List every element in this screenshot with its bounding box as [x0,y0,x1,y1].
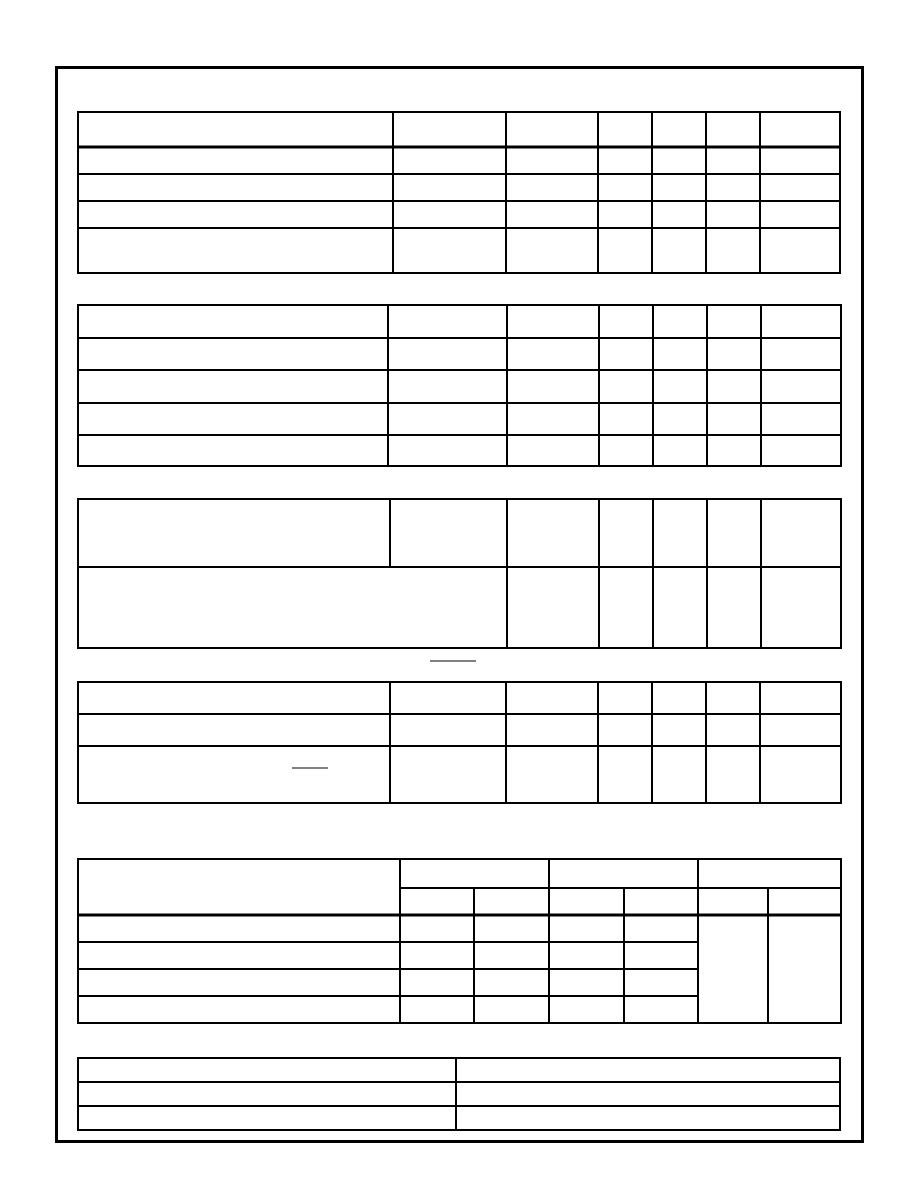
table-4 [77,682,842,803]
footer-left-line [74,1141,316,1143]
table-1 [77,112,841,273]
table-3 [77,499,842,648]
table-6 [77,1058,841,1130]
table-5 [77,859,842,1023]
footer-right-line [603,1141,844,1143]
table-2 [77,305,842,466]
